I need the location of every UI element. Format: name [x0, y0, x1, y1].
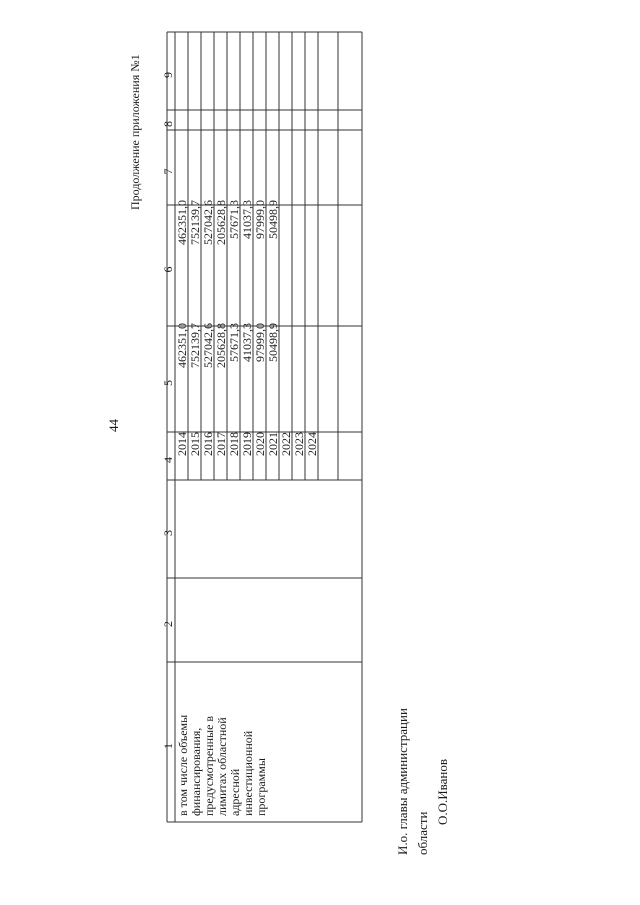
col5-value: 205628,8 [214, 323, 228, 368]
row-label-line: финансирования, [189, 727, 203, 816]
row-label-line: в том числе объемы [176, 714, 190, 816]
year-cell: 2018 [227, 432, 241, 456]
col5-value: 97999,0 [253, 323, 267, 362]
year-cell: 2014 [175, 432, 189, 456]
row-label-line: лимитах областной [215, 717, 229, 816]
year-cell: 2016 [201, 432, 215, 456]
page-number: 44 [106, 419, 121, 432]
year-cell: 2022 [279, 432, 293, 456]
signature-block [393, 708, 453, 855]
column-header: 9 [161, 72, 175, 78]
col7-value: 527042,6 [201, 200, 215, 245]
column-header: 5 [161, 380, 175, 386]
signature-line2 [413, 708, 453, 855]
col7-value: 752139,7 [188, 200, 202, 245]
column-header: 4 [161, 457, 175, 463]
signature-name: О.О.Иванов [435, 759, 450, 825]
column-header: 7 [161, 168, 175, 175]
column-header: 6 [161, 266, 175, 273]
year-cell: 2017 [214, 432, 228, 456]
year-cell: 2021 [266, 432, 280, 456]
signature-region: области [415, 811, 430, 855]
col7-value: 50498,9 [266, 200, 280, 239]
col7-value: 41037,3 [240, 200, 254, 239]
col5-value: 752139,7 [188, 323, 202, 368]
col7-value: 462351,0 [175, 200, 189, 245]
column-header: 8 [161, 121, 175, 127]
signature-title: И.о. главы администрации [395, 708, 410, 855]
col7-value: 57671,3 [227, 200, 241, 239]
year-cell: 2023 [292, 432, 306, 456]
col5-value: 50498,9 [266, 323, 280, 362]
col5-value: 41037,3 [240, 323, 254, 362]
column-header: 3 [161, 530, 175, 536]
col5-value: 462351,0 [175, 323, 189, 368]
year-cell: 2024 [305, 432, 319, 456]
year-cell: 2019 [240, 432, 254, 456]
appendix-caption: Продолжение приложения №1 [128, 54, 142, 210]
column-header: 2 [161, 621, 175, 627]
row-label-line: предусмотренные в [202, 715, 216, 816]
row-label-line: программы [254, 758, 268, 816]
col5-value: 57671,3 [227, 323, 241, 362]
year-cell: 2015 [188, 432, 202, 456]
col5-value: 527042,6 [201, 323, 215, 368]
year-cell: 2020 [253, 432, 267, 456]
col7-value: 205628,8 [214, 200, 228, 245]
column-header: 1 [161, 743, 175, 749]
row-label-line: инвестиционной [241, 730, 255, 816]
col7-value: 97999,0 [253, 200, 267, 239]
row-label-line: адресной [228, 768, 242, 816]
